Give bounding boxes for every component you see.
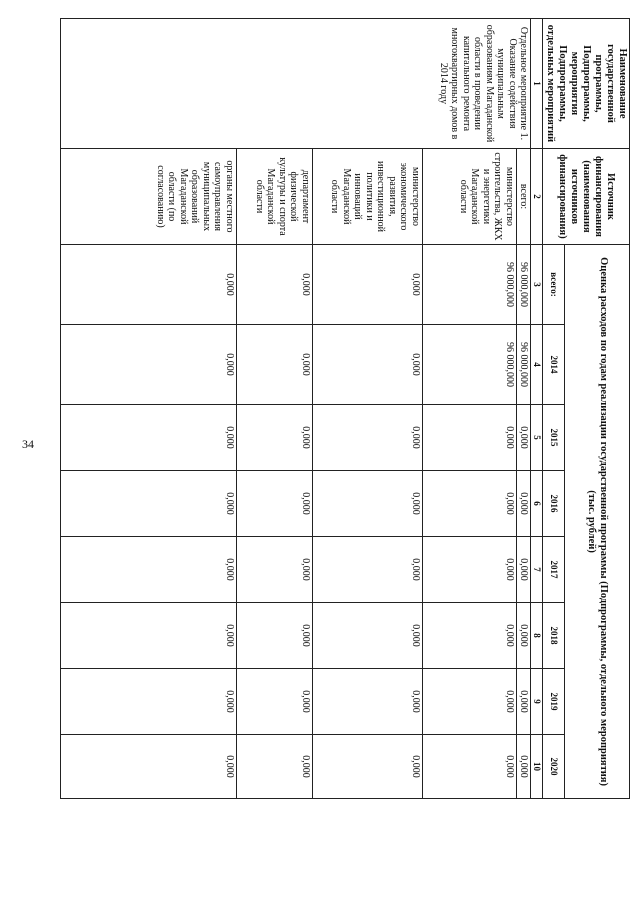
- value-cell: 0,000: [422, 603, 516, 669]
- row-source: всего:: [516, 149, 531, 245]
- row-source: органы местного самоуправления муниципальных образований Магаданской области (по согласованию): [61, 149, 237, 245]
- blank-cell: [531, 799, 542, 889]
- value-cell: 0,000: [422, 405, 516, 471]
- column-number: 2: [531, 149, 542, 245]
- value-cell: 0,000: [516, 603, 531, 669]
- value-cell: 0,000: [236, 325, 312, 405]
- row-source: департамент физической культуры и спорта Магаданской области: [236, 149, 312, 245]
- column-number: 9: [531, 669, 542, 735]
- value-cell: 0,000: [312, 669, 422, 735]
- header-year: 2014: [542, 325, 565, 405]
- value-cell: 96 000,000: [422, 245, 516, 325]
- header-estimate: Оценка расходов по годам реализации государственной программы (Подпрограммы, отдельного мероприятия) (тыс. рублей): [565, 245, 630, 799]
- value-cell: 0,000: [61, 537, 237, 603]
- value-cell: 0,000: [422, 537, 516, 603]
- blank-cell: [516, 799, 531, 889]
- column-number: 4: [531, 325, 542, 405]
- measure-name: Отдельное мероприятие 1. Оказание содействия муниципальным образованиям Магаданской области в проведении капитального ремонта многоквартирных домов в 2014 году: [61, 19, 531, 149]
- value-cell: 0,000: [61, 735, 237, 799]
- value-cell: 0,000: [236, 537, 312, 603]
- row-source: министерство экономического развития, инвестиционной политики и инноваций Магаданской области: [312, 149, 422, 245]
- page-number: 34: [22, 437, 34, 451]
- value-cell: 96 000,000: [422, 325, 516, 405]
- blank-cell: [565, 799, 630, 889]
- header-year: 2015: [542, 405, 565, 471]
- column-number: 1: [531, 19, 542, 149]
- header-year: 2018: [542, 603, 565, 669]
- budget-table: [60, 18, 630, 889]
- header-name: Наименование государственной программы, Подпрограммы, мероприятия Подпрограммы, отдельных мероприятий: [542, 19, 629, 149]
- header-source: Источник финансирования (наименования источников финансирования): [542, 149, 629, 245]
- column-number: 10: [531, 735, 542, 799]
- value-cell: 0,000: [61, 669, 237, 735]
- blank-cell: [542, 799, 565, 889]
- value-cell: 96 000,000: [516, 325, 531, 405]
- value-cell: 0,000: [312, 245, 422, 325]
- value-cell: 0,000: [61, 603, 237, 669]
- column-number: 8: [531, 603, 542, 669]
- header-year: 2016: [542, 471, 565, 537]
- value-cell: 0,000: [422, 735, 516, 799]
- header-year: 2017: [542, 537, 565, 603]
- value-cell: 0,000: [516, 537, 531, 603]
- value-cell: 0,000: [422, 471, 516, 537]
- column-number: 5: [531, 405, 542, 471]
- value-cell: 96 000,000: [516, 245, 531, 325]
- value-cell: 0,000: [312, 537, 422, 603]
- row-source: министерство строительства, ЖКХ и энергетики Магаданской области: [422, 149, 516, 245]
- header-year: 2019: [542, 669, 565, 735]
- value-cell: 0,000: [422, 669, 516, 735]
- blank-cell: [61, 799, 237, 889]
- value-cell: 0,000: [236, 471, 312, 537]
- value-cell: 0,000: [236, 405, 312, 471]
- blank-cell: [422, 799, 516, 889]
- budget-table-rotated: [60, 18, 630, 888]
- column-number: 6: [531, 471, 542, 537]
- value-cell: 0,000: [236, 669, 312, 735]
- value-cell: 0,000: [312, 603, 422, 669]
- value-cell: 0,000: [61, 325, 237, 405]
- value-cell: 0,000: [312, 735, 422, 799]
- value-cell: 0,000: [312, 325, 422, 405]
- value-cell: 0,000: [236, 735, 312, 799]
- value-cell: 0,000: [236, 245, 312, 325]
- value-cell: 0,000: [61, 245, 237, 325]
- header-total: всего:: [542, 245, 565, 325]
- value-cell: 0,000: [516, 471, 531, 537]
- header-year: 2020: [542, 735, 565, 799]
- value-cell: 0,000: [61, 471, 237, 537]
- column-number: 7: [531, 537, 542, 603]
- value-cell: 0,000: [61, 405, 237, 471]
- value-cell: 0,000: [236, 603, 312, 669]
- value-cell: 0,000: [312, 471, 422, 537]
- column-number: 3: [531, 245, 542, 325]
- blank-cell: [236, 799, 312, 889]
- blank-cell: [312, 799, 422, 889]
- value-cell: 0,000: [516, 405, 531, 471]
- value-cell: 0,000: [516, 669, 531, 735]
- value-cell: 0,000: [516, 735, 531, 799]
- value-cell: 0,000: [312, 405, 422, 471]
